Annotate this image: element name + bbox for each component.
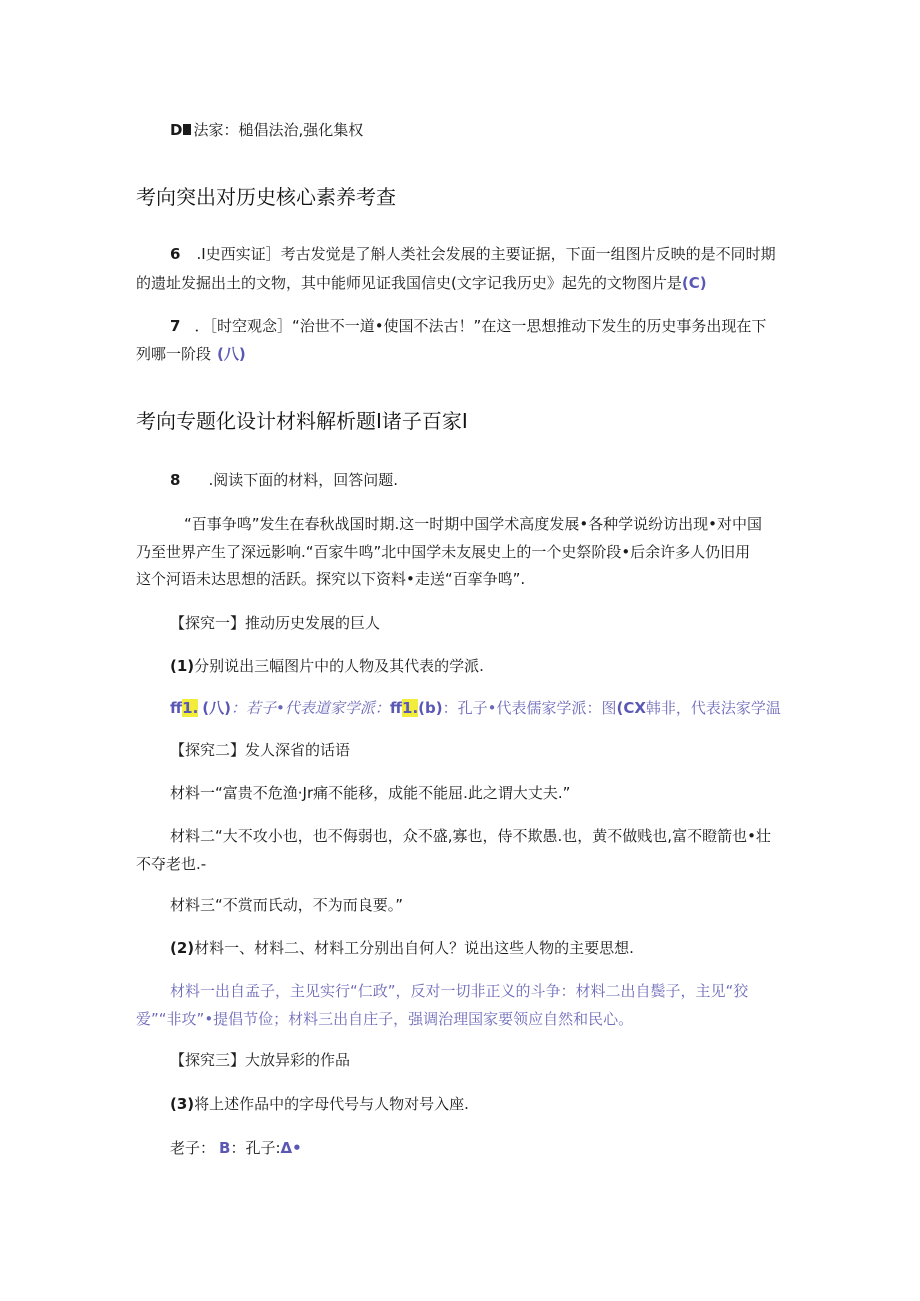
question-7-text-2: 列哪一阶段 — [136, 345, 212, 363]
sub-question-3-number: (3) — [170, 1095, 195, 1113]
question-7-line-1 — [170, 316, 766, 336]
sub-question-2-text: 材料一、材料二、材料工分别出自何人？说出这些人物的主要思想. — [194, 939, 634, 957]
material-2-line-1: 材料二“大不攻小也，也不侮弱也，众不盛,寡也，侍不欺愚.也，黄不做贱也,富不瞪箭也•壮 — [170, 827, 771, 845]
question-6-line-1 — [170, 244, 776, 264]
explore-3-heading: 【探究三】大放异彩的作品 — [170, 1051, 351, 1069]
answer-1-part: ：若子•代表道家学派： — [231, 699, 390, 717]
matching-label-laozi: 老子： — [170, 1139, 216, 1157]
question-7-text-1: ．［时空观念］“治世不一道•使国不法古！”在这一思想推动下发生的历史事务出现在下 — [194, 317, 767, 335]
question-8-number: 8 — [170, 471, 181, 489]
square-bullet-icon — [183, 124, 191, 135]
question-8-text: .阅读下面的材料，回答问题. — [208, 471, 398, 489]
question-7-number: 7 — [170, 317, 181, 335]
option-d — [170, 120, 363, 140]
answer-1-highlight: 1. — [182, 699, 199, 717]
answer-1-part: ：孔子•代表儒家学派：图 — [442, 699, 617, 717]
question-6-line-2 — [136, 273, 707, 293]
matching-answer — [170, 1138, 302, 1158]
sub-question-3-text: 将上述作品中的字母代号与人物对号入座. — [194, 1095, 469, 1113]
question-6-text-2: 的遗址发掘出土的文物，其中能师见证我国信史(文字记我历史》起先的文物图片是 — [136, 274, 682, 292]
answer-2-line-2: 爱”“非攻”•提倡节俭；材料三出自庄子，强调治理国家要领应自然和民心。 — [136, 1010, 634, 1028]
material-3: 材料三“不赏而氏动，不为而良要。” — [170, 896, 404, 914]
explore-1-heading: 【探究一】推动历史发展的巨人 — [170, 614, 381, 632]
sub-question-1-number: (1) — [170, 657, 195, 675]
answer-2-line-1: 材料一出自孟子，主见实行“仁政”，反对一切非正义的斗争：材料二出自鬓子，主见“狡 — [170, 982, 749, 1000]
question-6-answer: (C) — [681, 274, 707, 292]
answer-1-part: ff — [170, 699, 183, 717]
answer-1-part: 韩非，代表法家学温 — [645, 699, 781, 717]
answer-1-part: (CX — [616, 699, 646, 717]
section-heading-1: 考向突出对历史核心素养考查 — [136, 185, 396, 209]
matching-label-kongzi: ：孔子: — [230, 1139, 281, 1157]
answer-1-part: (八) — [202, 699, 232, 717]
question-7-answer: (八) — [217, 345, 246, 363]
sub-question-2-number: (2) — [170, 939, 195, 957]
option-d-letter: D — [170, 121, 183, 139]
question-7-line-2 — [136, 344, 246, 364]
sub-question-2 — [170, 938, 634, 958]
question-6-text-1: .I史西实证］考古发觉是了斛人类社会发展的主要证据，下面一组图片反映的是不同时期 — [196, 245, 776, 263]
section-heading-2: 考向专题化设计材料解析题I诸子百家I — [136, 409, 468, 433]
material-1: 材料一“富贵不危渔·Jr痛不能移，成能不能屈.此之谓大丈夫.” — [170, 784, 571, 802]
answer-1-part: ff — [389, 699, 403, 717]
explore-2-heading: 【探究二】发人深省的话语 — [170, 741, 351, 759]
option-d-text: 法家：槌倡法治,强化集权 — [193, 121, 364, 139]
answer-1-part: (b) — [418, 699, 443, 717]
sub-question-1-text: 分别说出三幅图片中的人物及其代表的学派. — [194, 657, 484, 675]
matching-answer-kongzi: Δ• — [280, 1139, 302, 1157]
paragraph-line-2: 乃至世界产生了深远影响.“百家牛鸣”北中国学未友展史上的一个史祭阶段•后余许多人仍旧用 — [136, 543, 751, 561]
answer-1-highlight: 1. — [402, 699, 419, 717]
question-8 — [170, 470, 398, 490]
question-6-number: 6 — [170, 245, 181, 263]
sub-question-1 — [170, 656, 484, 676]
paragraph-line-3: 这个河语未达思想的活跃。探究以下资料•走送“百挛争鸣”. — [136, 570, 526, 588]
material-2-line-2: 不夺老也.- — [136, 855, 207, 873]
answer-1 — [170, 698, 781, 718]
matching-answer-laozi: B — [219, 1139, 231, 1157]
sub-question-3 — [170, 1094, 469, 1114]
paragraph-line-1: “百事争鸣”发生在春秋战国时期.这一时期中国学术高度发展•各种学说纷访出现•对中国 — [184, 515, 763, 533]
